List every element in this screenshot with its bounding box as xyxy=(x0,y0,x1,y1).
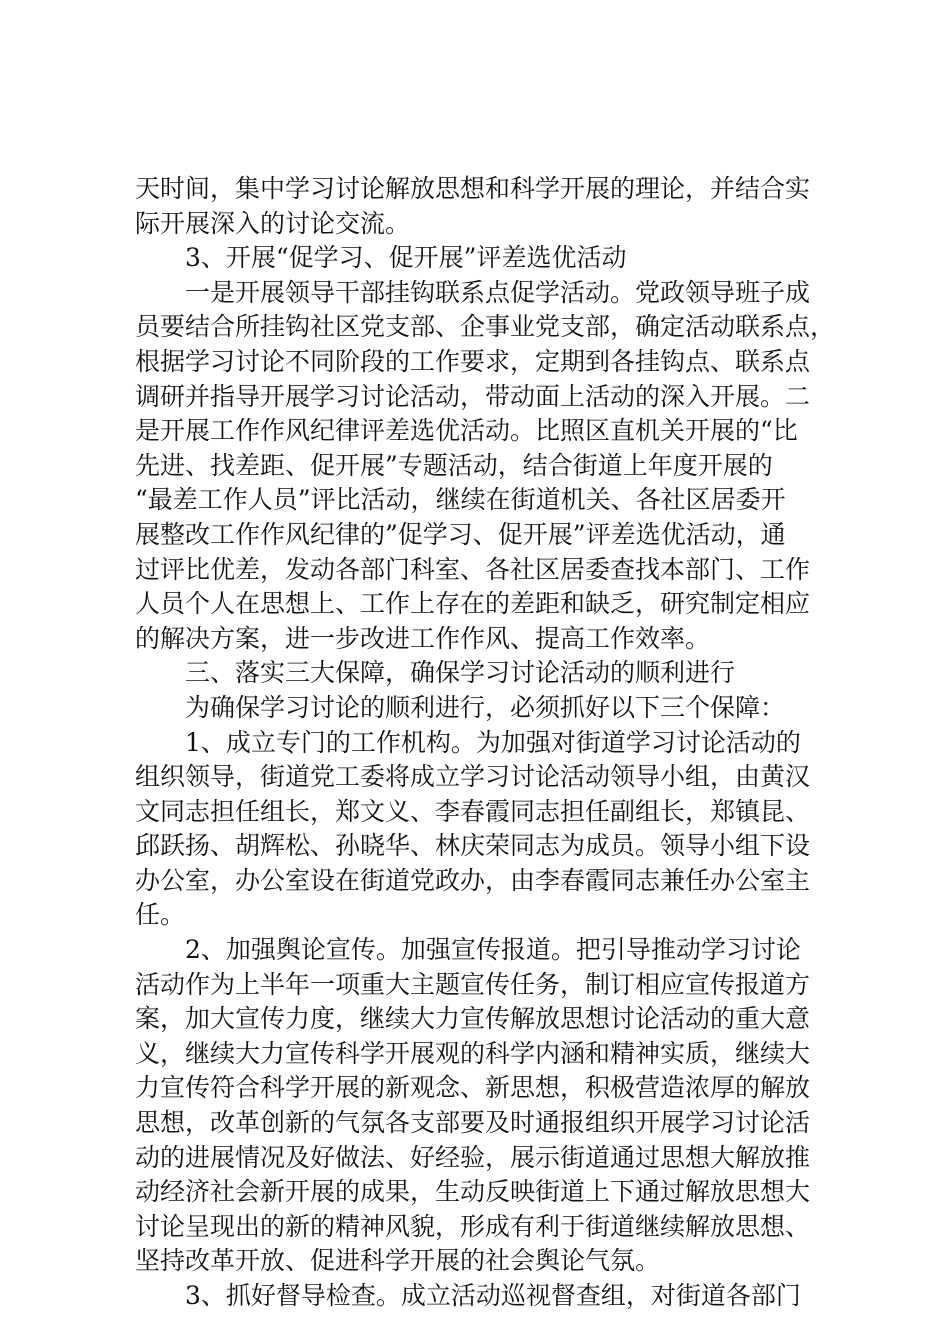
text-line: 办公室，办公室设在街道党政办，由李春霞同志兼任办公室主 xyxy=(135,865,811,895)
text-line: 调研并指导开展学习讨论活动，带动面上活动的深入开展。二 xyxy=(135,381,811,411)
text-line: 动经济社会新开展的成果，生动反映街道上下通过解放思想大 xyxy=(135,1177,811,1207)
text-line: 过评比优差，发动各部门科室、各社区居委查找本部门、工作 xyxy=(135,554,811,584)
document-body xyxy=(135,172,835,1314)
text-line: 人员个人在思想上、工作上存在的差距和缺乏，研究制定相应 xyxy=(135,589,811,619)
text-line: 组织领导，街道党工委将成立学习讨论活动领导小组，由黄汉 xyxy=(135,762,811,792)
text-line: 思想，改革创新的气氛各支部要及时通报组织开展学习讨论活 xyxy=(135,1108,811,1138)
text-line: 是开展工作作风纪律评差选优活动。比照区直机关开展的“比 xyxy=(135,416,798,446)
text-line: 邱跃扬、胡辉松、孙晓华、林庆荣同志为成员。领导小组下设 xyxy=(135,831,811,861)
text-line: 案，加大宣传力度，继续大力宣传解放思想讨论活动的重大意 xyxy=(135,1004,811,1034)
text-line: 讨论呈现出的新的精神风貌，形成有利于街道继续解放思想、 xyxy=(135,1211,811,1241)
text-line: 文同志担任组长，郑文义、李春霞同志担任副组长，郑镇昆、 xyxy=(135,796,811,826)
text-line: 活动作为上半年一项重大主题宣传任务，制订相应宣传报道方 xyxy=(135,969,811,999)
text-line: 3、开展“促学习、促开展”评差选优活动 xyxy=(185,243,627,273)
text-line: 坚持改革开放、促进科学开展的社会舆论气氛。 xyxy=(135,1246,661,1276)
text-line: 义，继续大力宣传科学开展观的科学内涵和精神实质，继续大 xyxy=(135,1038,811,1068)
text-line: 天时间，集中学习讨论解放思想和科学开展的理论，并结合实 xyxy=(135,174,811,203)
text-line: 2、加强舆论宣传。加强宣传报道。把引导推动学习讨论 xyxy=(185,935,801,965)
text-line: 任。 xyxy=(135,900,186,930)
text-line: 的解决方案，进一步改进工作作风、提高工作效率。 xyxy=(135,623,711,653)
text-line: 一是开展领导干部挂钩联系点促学活动。党政领导班子成 xyxy=(185,277,811,307)
text-line: 动的进展情况及好做法、好经验，展示街道通过思想大解放推 xyxy=(135,1142,811,1172)
text-line: 员要结合所挂钩社区党支部、企事业党支部，确定活动联系点， xyxy=(135,312,836,342)
text-line: 为确保学习讨论的顺利进行，必须抓好以下三个保障： xyxy=(185,692,786,722)
text-line: 1、成立专门的工作机构。为加强对街道学习讨论活动的 xyxy=(185,727,801,757)
text-line: 先进、找差距、促开展”专题活动，结合街道上年度开展的 xyxy=(135,450,773,480)
text-line: 力宣传符合科学开展的新观念、新思想，积极营造浓厚的解放 xyxy=(135,1073,811,1103)
text-line: 3、抓好督导检查。成立活动巡视督查组，对街道各部门 xyxy=(185,1281,801,1310)
text-line: 际开展深入的讨论交流。 xyxy=(135,208,411,238)
text-line: 展整改工作作风纪律的”促学习、促开展”评差选优活动，通 xyxy=(135,519,786,549)
text-line: “最差工作人员”评比活动，继续在街道机关、各社区居委开 xyxy=(135,485,786,515)
text-line: 三、落实三大保障，确保学习讨论活动的顺利进行 xyxy=(185,658,736,688)
text-line: 根据学习讨论不同阶段的工作要求，定期到各挂钩点、联系点 xyxy=(135,346,811,376)
